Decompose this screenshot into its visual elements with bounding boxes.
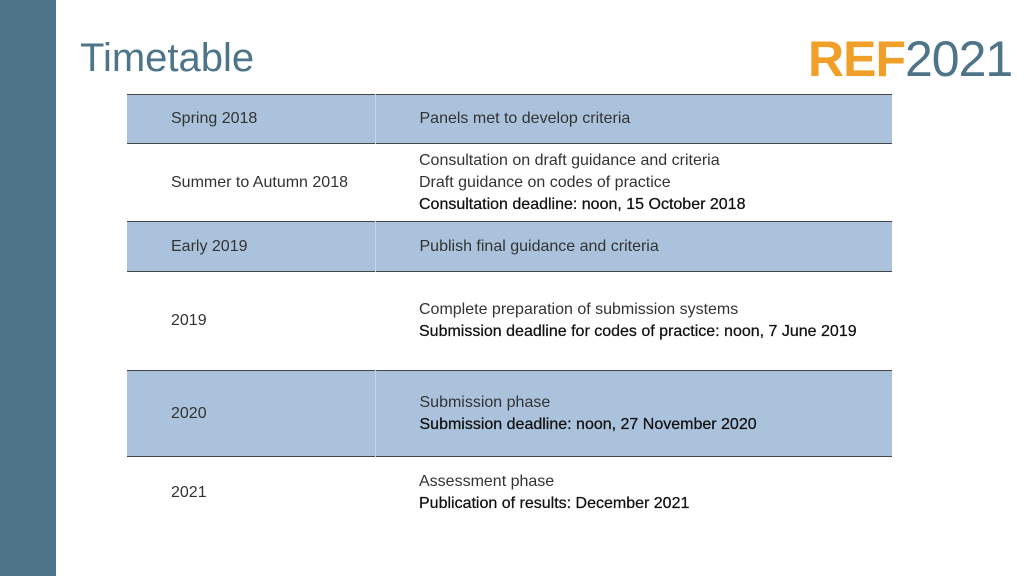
- table-row: [127, 222, 892, 272]
- event-line: Publish final guidance and criteria: [419, 237, 659, 255]
- event-line: Assessment phase: [419, 472, 555, 490]
- row-events: [375, 222, 892, 272]
- event-deadline: Submission deadline: noon, 27 November 2020: [419, 415, 757, 433]
- row-events: [375, 371, 892, 457]
- event-deadline: Submission deadline for codes of practice: noon, 7 June 2019: [419, 323, 857, 340]
- row-events: [375, 144, 892, 222]
- timetable-table: [127, 94, 892, 529]
- logo-ref-text: REF: [808, 31, 905, 87]
- table-row: [127, 457, 892, 529]
- logo-year-text: 2021: [905, 31, 1013, 87]
- row-events: [375, 95, 892, 144]
- row-events: [375, 457, 892, 529]
- event-deadline: Publication of results: December 2021: [419, 494, 690, 512]
- event-line: Complete preparation of submission systems: [419, 301, 739, 318]
- ref2021-logo: [808, 31, 1013, 87]
- event-line: Draft guidance on codes of practice: [419, 173, 671, 191]
- table-row: [127, 95, 892, 144]
- table-row: [127, 144, 892, 222]
- row-period: Summer to Autumn 2018: [171, 173, 348, 191]
- row-period: 2020: [127, 371, 375, 457]
- event-line: Panels met to develop criteria: [419, 110, 631, 127]
- table-row: [127, 371, 892, 457]
- row-events: [375, 272, 892, 371]
- row-period: Early 2019: [127, 222, 375, 272]
- side-bar: [0, 0, 56, 576]
- event-line: Consultation on draft guidance and criteria: [419, 151, 720, 169]
- event-deadline: Consultation deadline: noon, 15 October 2018: [419, 195, 746, 213]
- row-period: 2019: [171, 312, 207, 329]
- row-period: Spring 2018: [127, 95, 375, 144]
- event-line: Submission phase: [419, 393, 551, 411]
- table-row: [127, 272, 892, 371]
- row-period: 2021: [171, 483, 207, 501]
- page-title: Timetable: [80, 36, 255, 80]
